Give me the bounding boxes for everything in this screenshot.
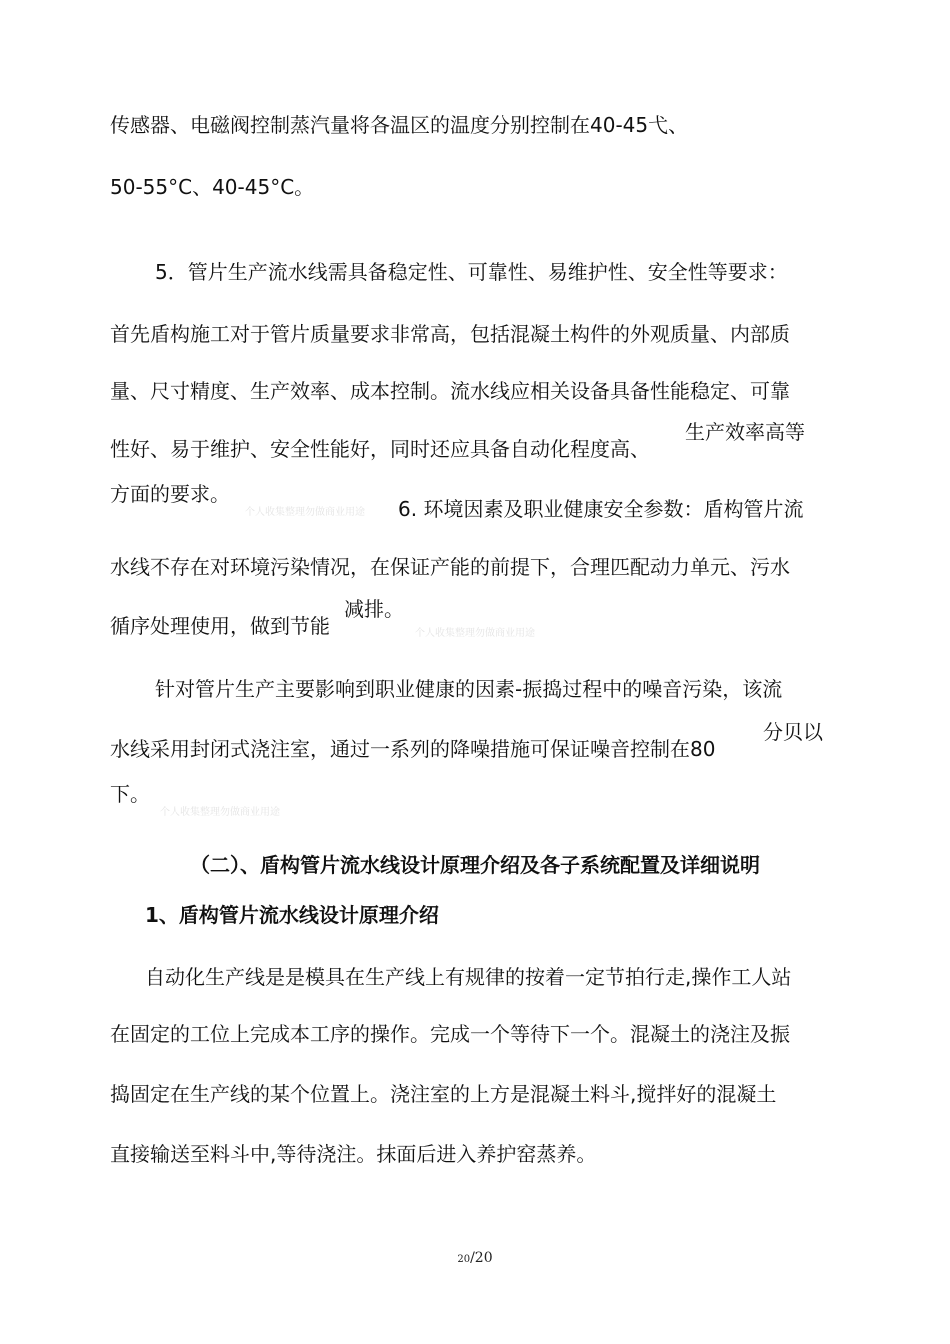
text-line: 水线采用封闭式浇注室，通过一系列的降噪措施可保证噪音控制在80 bbox=[110, 737, 716, 761]
text-line: 下。 bbox=[110, 782, 150, 806]
watermark-text: 个人收集整理勿做商业用途 bbox=[415, 628, 535, 639]
text-line: 针对管片生产主要影响到职业健康的因素-振捣过程中的噪音污染，该流 bbox=[155, 677, 783, 701]
section-heading-2: （二）、盾构管片流水线设计原理介绍及各子系统配置及详细说明 bbox=[190, 853, 760, 877]
text-line: 首先盾构施工对于管片质量要求非常高，包括混凝土构件的外观质量、内部质 bbox=[110, 322, 790, 346]
watermark-text: 个人收集整理勿做商业用途 bbox=[245, 507, 365, 518]
text-line-fragment: 分贝以 bbox=[763, 720, 823, 744]
text-line: 水线不存在对环境污染情况，在保证产能的前提下，合理匹配动力单元、污水 bbox=[110, 555, 790, 579]
text-line: 方面的要求。 bbox=[110, 482, 230, 506]
watermark-text: 个人收集整理勿做商业用途 bbox=[160, 807, 280, 818]
text-line: 直接输送至料斗中,等待浇注。抹面后进入养护窑蒸养。 bbox=[110, 1142, 597, 1166]
page-number-current: 20 bbox=[457, 1254, 471, 1265]
text-line-fragment: 减排。 bbox=[344, 597, 404, 621]
page-number bbox=[0, 1250, 950, 1266]
text-line: 捣固定在生产线的某个位置上。浇注室的上方是混凝土料斗,搅拌好的混凝土 bbox=[110, 1082, 777, 1106]
text-line-fragment: 生产效率高等 bbox=[685, 420, 805, 444]
section-heading-5: 5．管片生产流水线需具备稳定性、可靠性、易维护性、安全性等要求： bbox=[155, 260, 788, 284]
text-line: 50-55°C、40-45°C。 bbox=[110, 175, 315, 199]
subsection-heading-1: 1、盾构管片流水线设计原理介绍 bbox=[145, 903, 439, 927]
text-line: 量、尺寸精度、生产效率、成本控制。流水线应相关设备具备性能稳定、可靠 bbox=[110, 379, 790, 403]
text-line: 循序处理使用，做到节能 bbox=[110, 614, 330, 638]
text-line: 自动化生产线是是模具在生产线上有规律的按着一定节拍行走,操作工人站 bbox=[145, 965, 792, 989]
page-number-total: /20 bbox=[470, 1250, 493, 1266]
section-heading-6: 6. 环境因素及职业健康安全参数：盾构管片流 bbox=[398, 497, 804, 521]
text-line: 传感器、电磁阀控制蒸汽量将各温区的温度分别控制在40-45弋、 bbox=[110, 113, 689, 137]
text-line: 性好、易于维护、安全性能好，同时还应具备自动化程度高、 bbox=[110, 437, 650, 461]
text-line: 在固定的工位上完成本工序的操作。完成一个等待下一个。混凝土的浇注及振 bbox=[110, 1022, 790, 1046]
